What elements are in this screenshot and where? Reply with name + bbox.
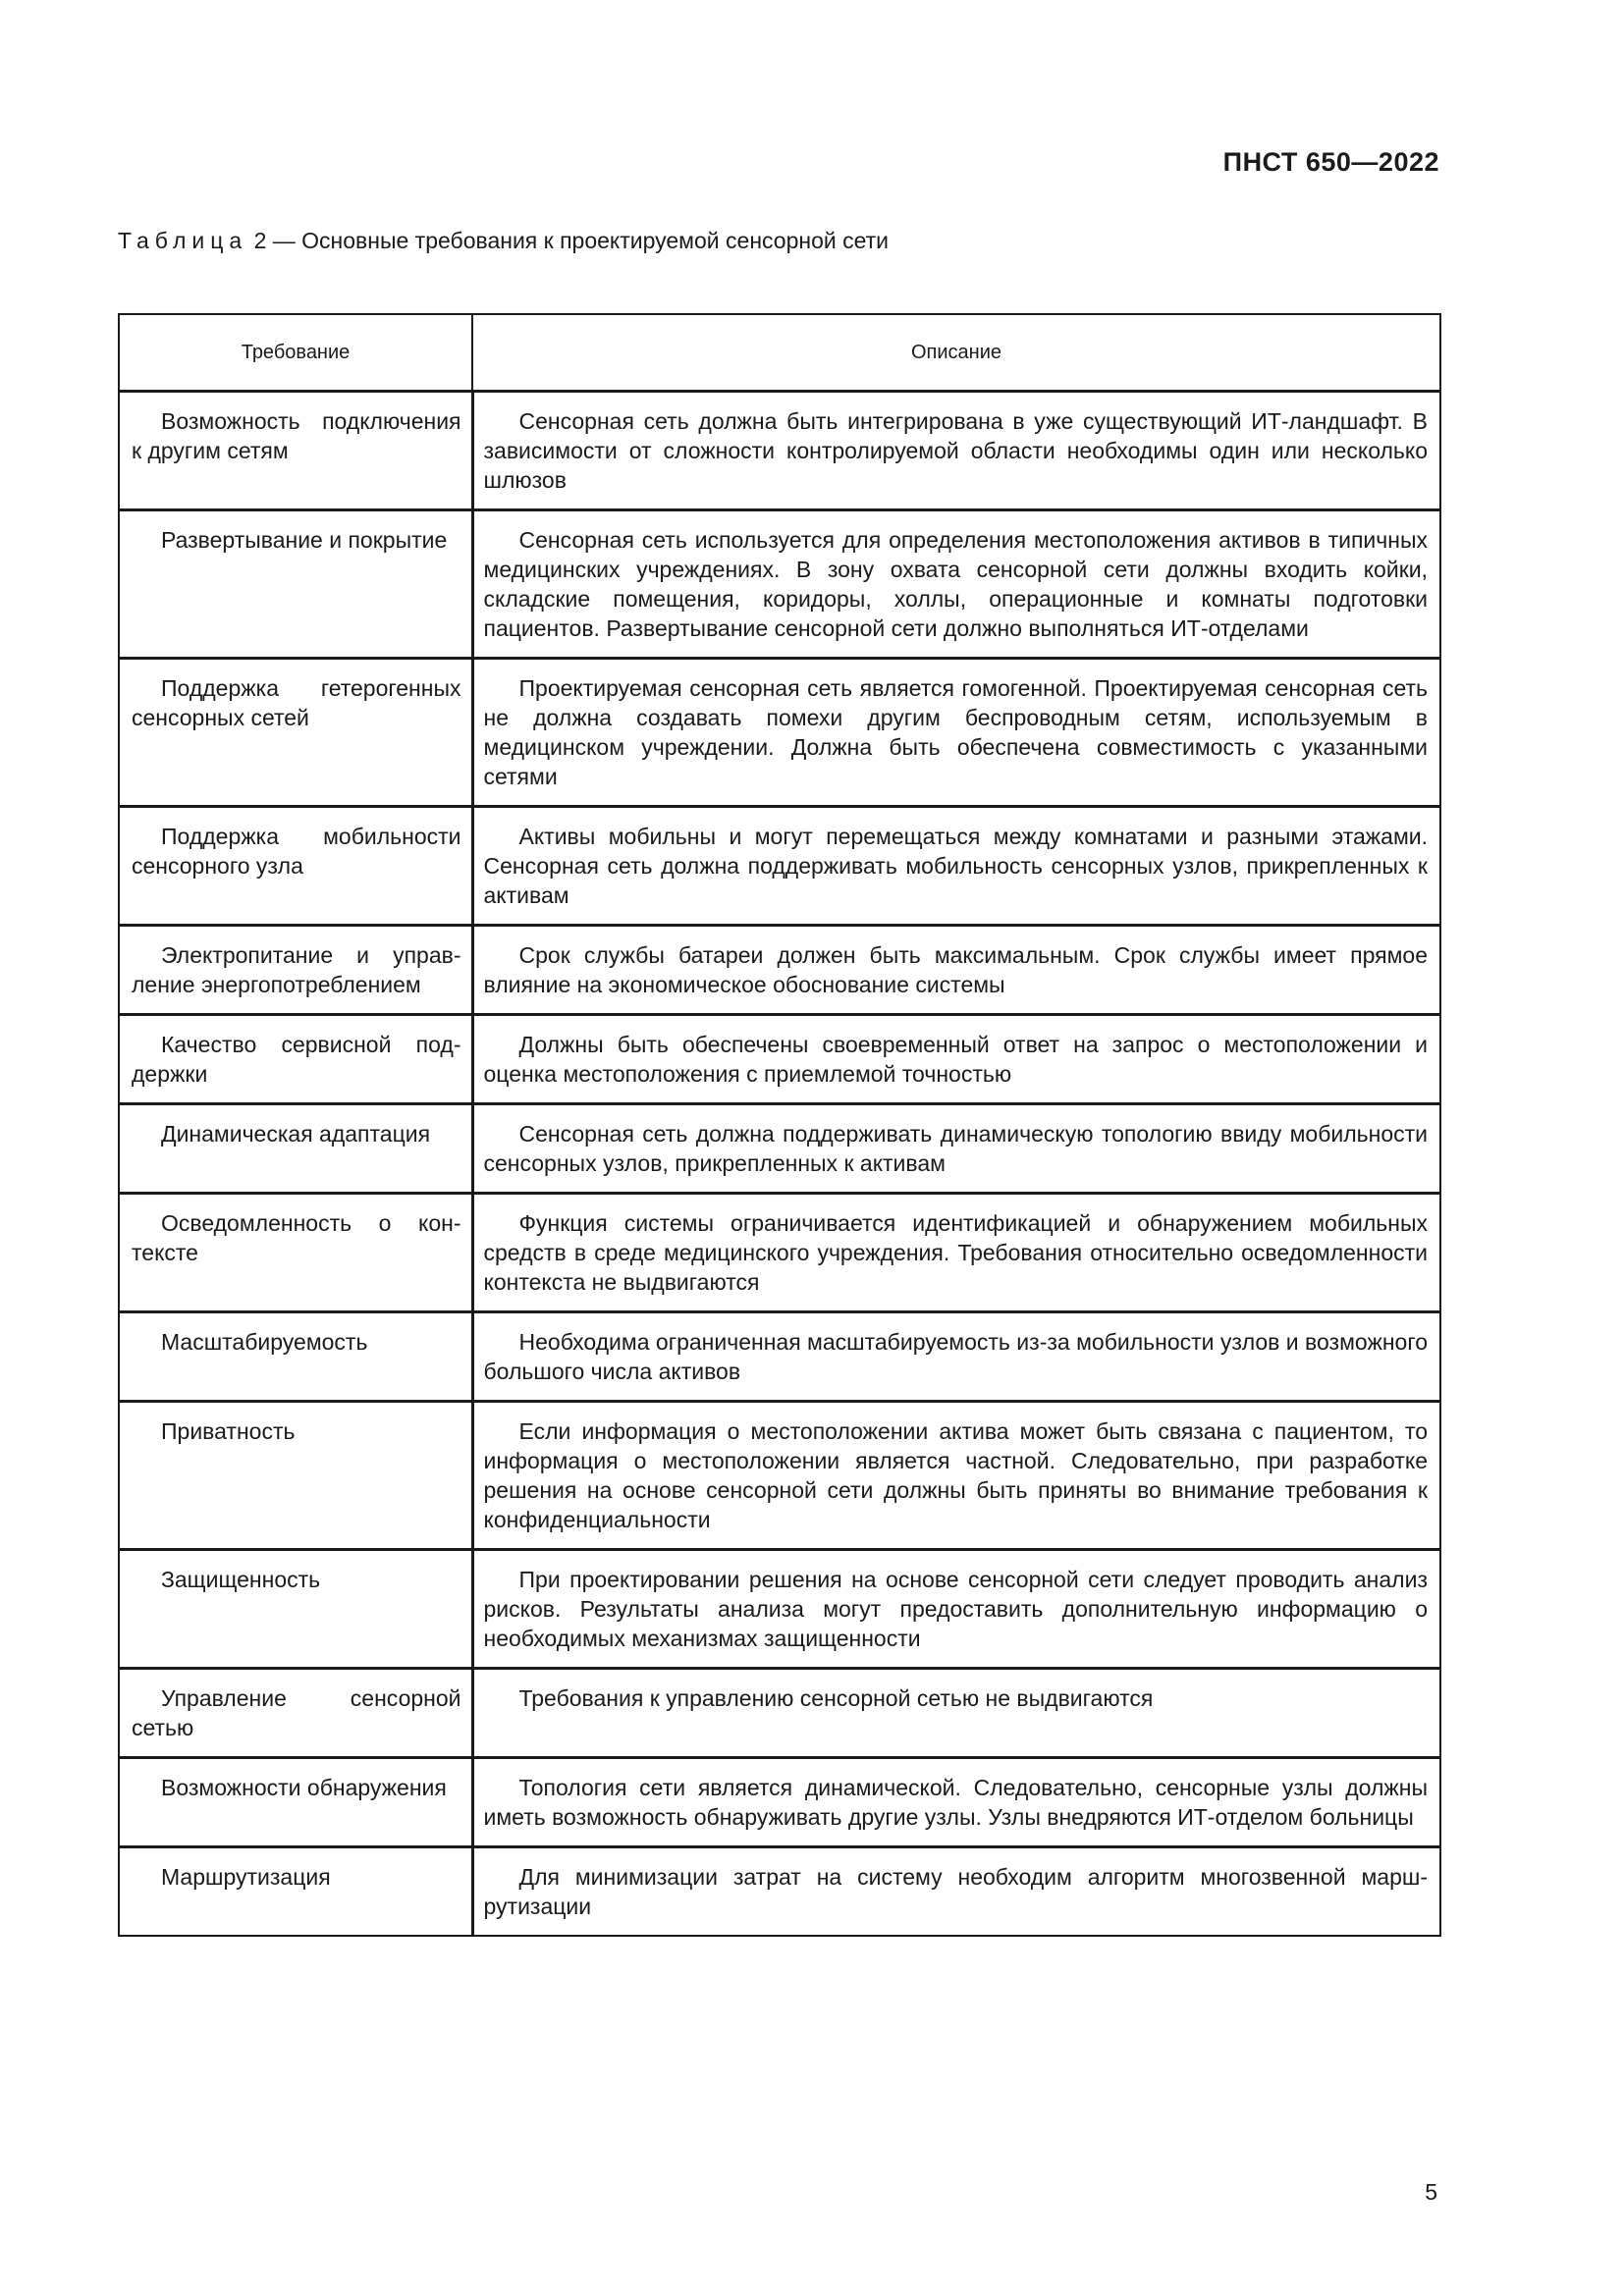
table-row xyxy=(119,1312,1440,1402)
description-cell: Топология сети является динамической. Следовательно, сенсорные узлы должны иметь возможность обнаруживать другие узлы. Узлы внедряются ИТ-отделом больницы xyxy=(472,1758,1440,1847)
description-cell: Сенсорная сеть используется для определения местоположения активов в типичных медицинских учреждениях. В зону охвата сенсорной сети должны входить койки, складские помещения, коридоры, холлы, операционные и комнаты подготовки пациентов. Развертывание сенсорной сети должно выполняться ИТ-отделами xyxy=(472,510,1440,659)
table-row xyxy=(119,1194,1440,1312)
requirement-cell: Развертывание и покрытие xyxy=(119,510,472,659)
description-cell: Срок службы батареи должен быть максимальным. Срок службы имеет прямое влияние на экономическое обоснование системы xyxy=(472,926,1440,1015)
table-row xyxy=(119,926,1440,1015)
requirement-cell: Возможности обнаружения xyxy=(119,1758,472,1847)
table-row xyxy=(119,659,1440,807)
requirement-cell: Динамическая адаптация xyxy=(119,1104,472,1194)
description-cell: Необходима ограниченная масштабируемость из-за мобильности узлов и возможного большого числа активов xyxy=(472,1312,1440,1402)
requirement-cell: Качество сервисной поддержки xyxy=(119,1015,472,1104)
description-cell: Должны быть обеспечены своевременный ответ на запрос о местоположении и оценка местоположения с приемлемой точностью xyxy=(472,1015,1440,1104)
description-cell: Активы мобильны и могут перемещаться между комнатами и разными этажами. Сенсорная сеть должна поддерживать мобильность сенсорных узлов, прикрепленных к активам xyxy=(472,807,1440,926)
description-cell: Функция системы ограничивается идентификацией и обнаружением мобильных средств в среде медицинского учреждения. Требования относительно осведомленности контекста не выдвигаются xyxy=(472,1194,1440,1312)
table-row xyxy=(119,1669,1440,1758)
table-row xyxy=(119,1402,1440,1550)
requirement-cell: Защищенность xyxy=(119,1550,472,1669)
description-cell: Сенсорная сеть должна поддерживать динамическую топологию ввиду мобильности сенсорных узлов, прикрепленных к активам xyxy=(472,1104,1440,1194)
description-cell: При проектировании решения на основе сенсорной сети следует проводить анализ рисков. Результаты анализа могут предоставить дополнительную информацию о необходимых механизмах защищенности xyxy=(472,1550,1440,1669)
table-row xyxy=(119,1550,1440,1669)
table-caption-text: 2 — Основные требования к проектируемой сенсорной сети xyxy=(253,228,890,253)
page-number: 5 xyxy=(1425,2179,1437,2205)
description-cell: Сенсорная сеть должна быть интегрирована в уже существующий ИТ-ландшафт. В зависимости от сложности контролируемой области необходимы один или несколько шлюзов xyxy=(472,392,1440,510)
table-row xyxy=(119,1847,1440,1937)
requirements-table xyxy=(118,313,1441,1937)
requirement-cell: Поддержка гетерогенных сенсорных сетей xyxy=(119,659,472,807)
table-row xyxy=(119,1015,1440,1104)
table-caption-label: Таблица xyxy=(118,228,248,253)
table-row xyxy=(119,1758,1440,1847)
table-header-row xyxy=(119,314,1440,392)
requirement-cell: Поддержка мобильности сенсорного узла xyxy=(119,807,472,926)
description-cell: Если информация о местоположении актива может быть связана с пациентом, то информация о местоположении является частной. Следовательно, при разработке решения на основе сенсорной сети должны быть приняты во внимание требования к конфиденциальности xyxy=(472,1402,1440,1550)
table-row xyxy=(119,807,1440,926)
column-header-requirement: Требование xyxy=(119,314,472,392)
requirement-cell: Масштабируемость xyxy=(119,1312,472,1402)
requirement-cell: Приватность xyxy=(119,1402,472,1550)
requirement-cell: Маршрутизация xyxy=(119,1847,472,1937)
requirement-cell: Электропитание и управление энергопотреблением xyxy=(119,926,472,1015)
description-cell: Проектируемая сенсорная сеть является гомогенной. Проектируемая сенсорная сеть не должна создавать помехи другим беспроводным сетям, используемым в медицинском учреждении. Должна быть обеспечена совместимость с указанными сетями xyxy=(472,659,1440,807)
document-id: ПНСТ 650—2022 xyxy=(1222,147,1439,177)
requirement-cell: Осведомленность о контексте xyxy=(119,1194,472,1312)
requirement-cell: Возможность подключения к другим сетям xyxy=(119,392,472,510)
table-row xyxy=(119,392,1440,510)
table-row xyxy=(119,510,1440,659)
description-cell: Для минимизации затрат на систему необходим алгоритм многозвенной маршрутизации xyxy=(472,1847,1440,1937)
column-header-description: Описание xyxy=(472,314,1440,392)
table-caption xyxy=(118,228,889,254)
requirement-cell: Управление сенсорной сетью xyxy=(119,1669,472,1758)
table-row xyxy=(119,1104,1440,1194)
description-cell: Требования к управлению сенсорной сетью не выдвигаются xyxy=(472,1669,1440,1758)
